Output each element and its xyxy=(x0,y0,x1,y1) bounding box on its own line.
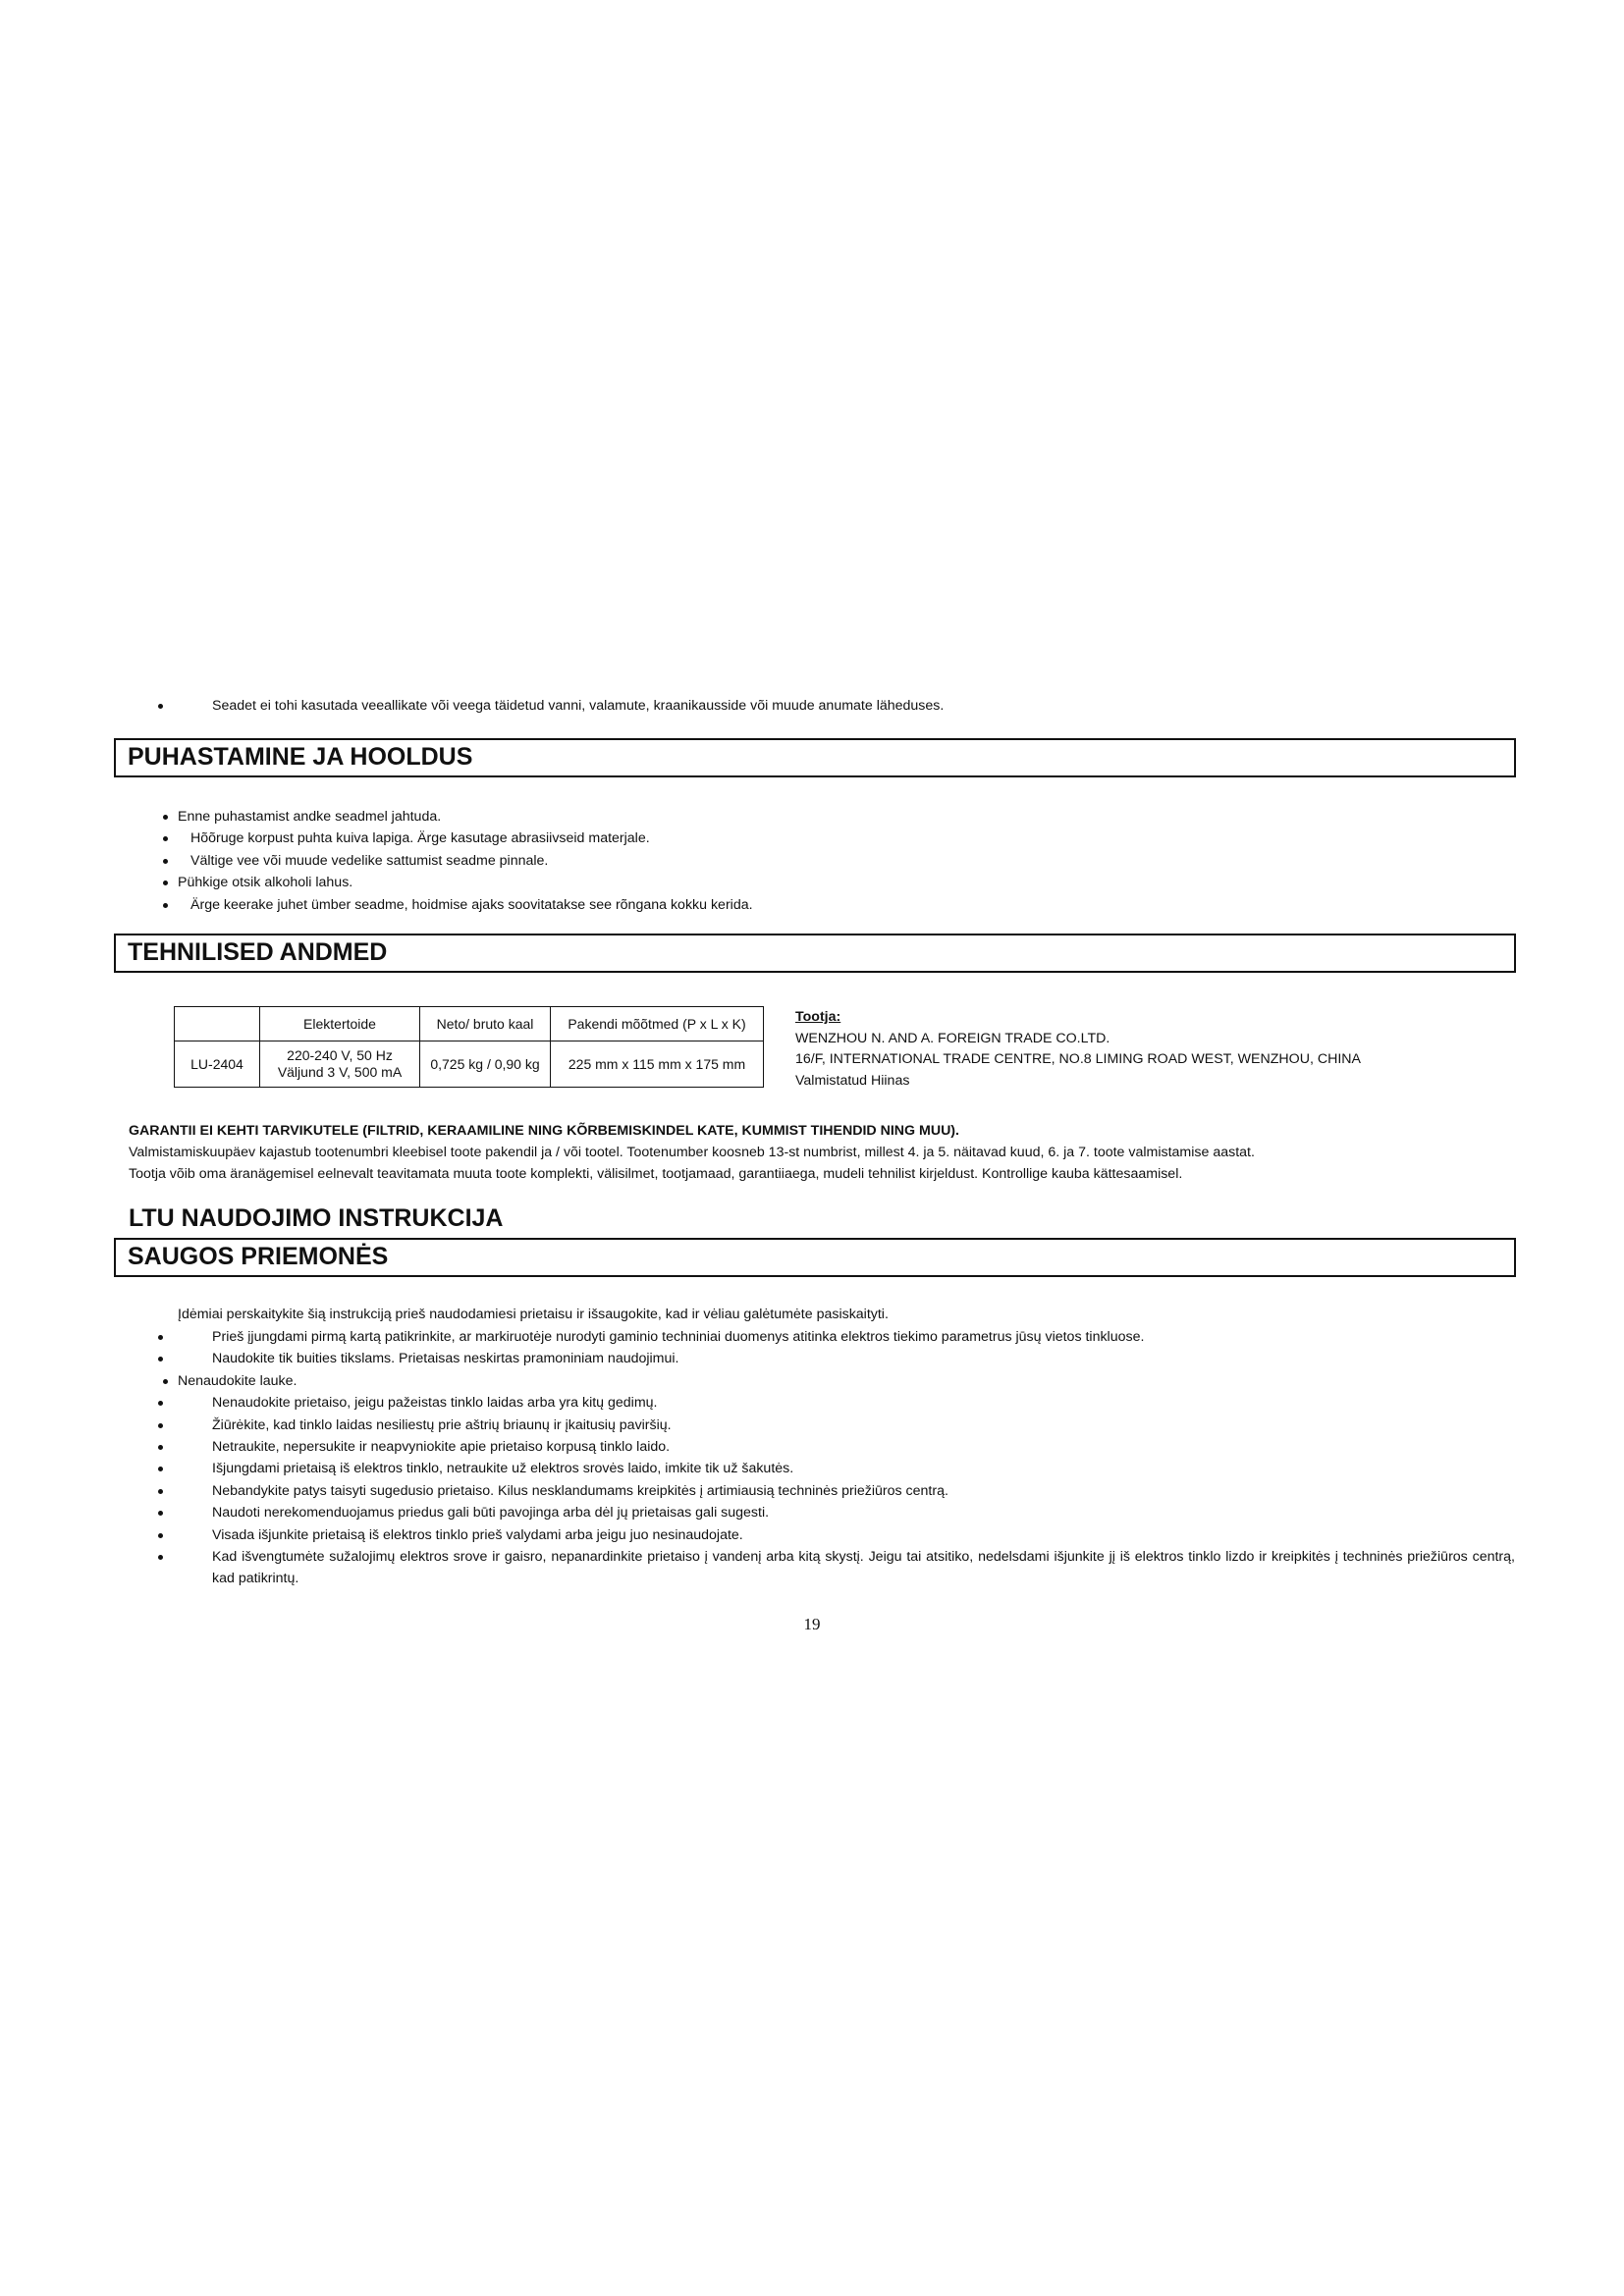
manufacturer-label: Tootja: xyxy=(795,1009,841,1025)
bullet-icon xyxy=(158,1467,163,1471)
list-item: Kad išvengtumėte sužalojimų elektros srove ir gaisro, nepanardinkite prietaiso į vandenį arba kitą skystį. Jeigu tai atsitiko, nedelsdami išjunkite jį iš elektros tinklo lizdo ir kreipkitės į techninės priežiūros centrą, kad patikrintų. xyxy=(135,1546,1515,1590)
table-header-cell: Neto/ bruto kaal xyxy=(420,1007,551,1041)
cleaning-list xyxy=(135,806,753,916)
list-item: Seadet ei tohi kasutada veeallikate või veega täidetud vanni, valamute, kraanikausside või muude anumate läheduses. xyxy=(135,695,944,717)
language-heading: LTU NAUDOJIMO INSTRUKCIJA xyxy=(129,1204,504,1232)
weight-cell: 0,725 kg / 0,90 kg xyxy=(420,1041,551,1088)
bullet-icon xyxy=(158,1335,163,1340)
table-header-row xyxy=(175,1007,764,1041)
list-item: Nenaudokite lauke. xyxy=(135,1370,1515,1392)
bullet-icon xyxy=(158,1445,163,1450)
power-output-line: Väljund 3 V, 500 mA xyxy=(277,1064,403,1080)
section-title: PUHASTAMINE JA HOOLDUS xyxy=(128,743,473,771)
list-item: Visada išjunkite prietaisą iš elektros tinklo prieš valydami arba jeigu juo nesinaudojate. xyxy=(135,1524,1515,1546)
spec-table xyxy=(174,1006,764,1088)
bullet-icon xyxy=(163,1379,168,1384)
bullet-icon xyxy=(163,903,168,908)
table-header-cell xyxy=(175,1007,260,1041)
bullet-icon xyxy=(158,1555,163,1560)
bullet-icon xyxy=(163,859,168,864)
section-heading-technical-data xyxy=(114,934,1516,973)
bullet-icon xyxy=(158,1357,163,1362)
manufacturer-origin: Valmistatud Hiinas xyxy=(795,1072,910,1089)
bullet-icon xyxy=(158,1401,163,1406)
list-item: Nenaudokite prietaiso, jeigu pažeistas tinklo laidas arba yra kitų gedimų. xyxy=(135,1392,1515,1414)
manufacturer-block xyxy=(795,1007,1361,1092)
bullet-icon xyxy=(158,1511,163,1516)
section-title: SAUGOS PRIEMONĖS xyxy=(128,1243,389,1270)
table-header-cell: Elektertoide xyxy=(260,1007,420,1041)
table-row xyxy=(175,1041,764,1088)
dimensions-cell: 225 mm x 115 mm x 175 mm xyxy=(551,1041,764,1088)
list-item: Netraukite, nepersukite ir neapvyniokite apie prietaiso korpusą tinklo laido. xyxy=(135,1436,1515,1458)
list-item: Išjungdami prietaisą iš elektros tinklo, netraukite už elektros srovės laido, imkite tik už šakutės. xyxy=(135,1458,1515,1479)
bullet-icon xyxy=(163,836,168,841)
list-item: Enne puhastamist andke seadmel jahtuda. xyxy=(135,806,753,828)
power-line: 220-240 V, 50 Hz xyxy=(287,1047,393,1063)
bullet-icon xyxy=(158,704,163,709)
manufacturer-name: WENZHOU N. AND A. FOREIGN TRADE CO.LTD. xyxy=(795,1030,1110,1046)
warranty-title: GARANTII EI KEHTI TARVIKUTELE (FILTRID, KERAAMILINE NING KÕRBEMISKINDEL KATE, KUMMIST TIHENDID NING MUU). xyxy=(129,1123,959,1139)
list-item: Nebandykite patys taisyti sugedusio prietaiso. Kilus nesklandumams kreipkitės į artimiausią techninės priežiūros centrą. xyxy=(135,1480,1515,1502)
section-heading-cleaning xyxy=(114,738,1516,777)
list-item: Ärge keerake juhet ümber seadme, hoidmise ajaks soovitatakse see rõngana kokku kerida. xyxy=(135,894,753,916)
power-cell xyxy=(260,1041,420,1088)
intro-text: Įdėmiai perskaitykite šią instrukciją prieš naudodamiesi prietaisu ir išsaugokite, kad ir vėliau galėtumėte pasiskaityti. xyxy=(178,1307,889,1322)
bullet-icon xyxy=(163,881,168,885)
warranty-text: Tootja võib oma äranägemisel eelnevalt teavitamata muuta toote komplekti, välisilmet, tootjamaad, garantiiaega, mudeli tehnilist kirjeldust. Kontrollige kauba kättesaamisel. xyxy=(129,1166,1183,1182)
section-title: TEHNILISED ANDMED xyxy=(128,938,388,966)
bullet-icon xyxy=(163,815,168,820)
page-number: 19 xyxy=(803,1615,821,1633)
table-header-cell: Pakendi mõõtmed (P x L x K) xyxy=(551,1007,764,1041)
safety-list xyxy=(135,1326,1515,1590)
section-heading-safety xyxy=(114,1238,1516,1277)
manufacturer-address: 16/F, INTERNATIONAL TRADE CENTRE, NO.8 LIMING ROAD WEST, WENZHOU, CHINA xyxy=(795,1051,1361,1067)
top-bullet-list xyxy=(135,695,944,717)
list-item: Naudokite tik buities tikslams. Prietaisas neskirtas pramoniniam naudojimui. xyxy=(135,1348,1515,1369)
list-item: Naudoti nerekomenduojamus priedus gali būti pavojinga arba dėl jų prietaisas gali sugesti. xyxy=(135,1502,1515,1523)
list-item: Hõõruge korpust puhta kuiva lapiga. Ärge kasutage abrasiivseid materjale. xyxy=(135,828,753,849)
list-item: Prieš įjungdami pirmą kartą patikrinkite, ar markiruotėje nurodyti gaminio techniniai duomenys atitinka elektros tiekimo parametrus jūsų vietos tinkluose. xyxy=(135,1326,1515,1348)
warranty-text: Valmistamiskuupäev kajastub tootenumbri kleebisel toote pakendil ja / või tootel. Tootenumber koosneb 13-st numbrist, millest 4. ja 5. näitavad kuud, 6. ja 7. toote valmistamise aastat. xyxy=(129,1145,1255,1160)
list-item: Pühkige otsik alkoholi lahus. xyxy=(135,872,753,893)
list-item: Vältige vee või muude vedelike sattumist seadme pinnale. xyxy=(135,850,753,872)
model-cell: LU-2404 xyxy=(175,1041,260,1088)
bullet-icon xyxy=(158,1489,163,1494)
bullet-icon xyxy=(158,1423,163,1428)
bullet-icon xyxy=(158,1533,163,1538)
list-item: Žiūrėkite, kad tinklo laidas nesiliestų prie aštrių briaunų ir įkaitusių paviršių. xyxy=(135,1415,1515,1436)
